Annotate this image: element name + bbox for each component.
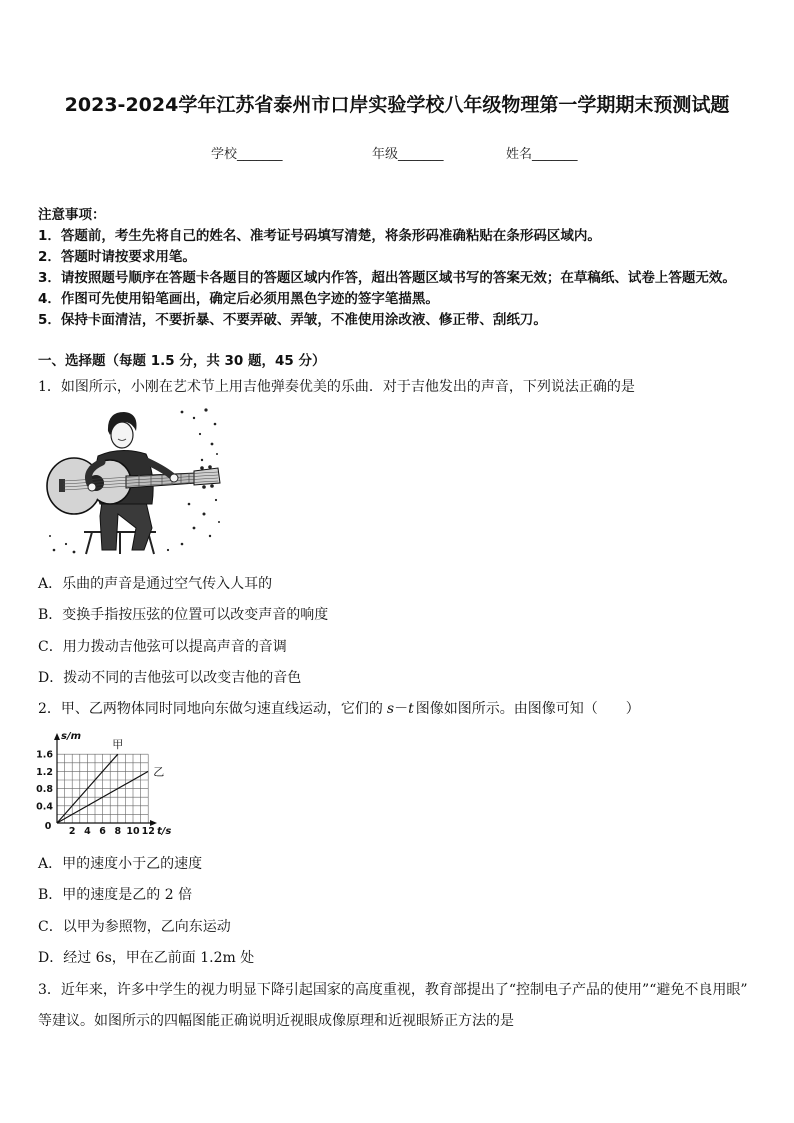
x-tick-label: 6 <box>99 826 106 837</box>
question-2-stem-text-end: 图像如图所示。由图像可知（ ） <box>415 701 640 717</box>
series-label-1: 甲 <box>112 738 124 752</box>
notice-item: 4．作图可先使用铅笔画出，确定后必须用黑色字迹的签字笔描黑。 <box>38 291 439 307</box>
exam-title: 2023-2024学年江苏省泰州市口岸实验学校八年级物理第一学期期末预测试题 <box>64 94 730 116</box>
question-1-option-b: B．变换手指按压弦的位置可以改变声音的响度 <box>38 607 329 623</box>
grade-field: 年级_______ <box>372 147 444 162</box>
variable-s: s <box>386 701 395 717</box>
question-1-option-c: C．用力拨动吉他弦可以提高声音的音调 <box>38 639 287 655</box>
guitar-player-illustration <box>44 404 222 556</box>
question-2-option-d: D．经过 6s，甲在乙前面 1.2m 处 <box>38 950 255 966</box>
question-1-option-a: A．乐曲的声音是通过空气传入人耳的 <box>38 576 273 592</box>
origin-label: 0 <box>44 821 52 832</box>
x-tick-label: 4 <box>84 826 91 837</box>
notice-heading: 注意事项： <box>38 207 106 223</box>
y-tick-label: 0.8 <box>36 784 53 796</box>
notice-item: 1．答题前，考生先将自己的姓名、准考证号码填写清楚，将条形码准确粘贴在条形码区域内。 <box>38 228 601 244</box>
section-heading: 一、选择题（每题 1.5 分，共 30 题，45 分） <box>38 353 326 369</box>
notice-item: 2．答题时请按要求用笔。 <box>38 249 196 265</box>
s-t-graph <box>34 726 176 842</box>
question-3-stem-line: 3．近年来，许多中学生的视力明显下降引起国家的高度重视，教育部提出了“控制电子产品的使用”“避免不良用眼” <box>38 982 748 998</box>
series-label-2: 乙 <box>153 765 165 779</box>
y-tick-label: 1.2 <box>36 766 53 778</box>
y-tick-label: 1.6 <box>36 749 53 761</box>
y-axis-arrow <box>54 733 60 740</box>
legs <box>100 502 152 550</box>
name-field: 姓名_______ <box>506 147 578 162</box>
y-axis-label: s/m <box>61 731 82 742</box>
question-2-stem-text: 2．甲、乙两物体同时同地向东做匀速直线运动，它们的 <box>38 701 383 717</box>
head <box>108 412 137 448</box>
minus-sign: － <box>394 701 409 717</box>
notice-item: 3．请按照题号顺序在答题卡各题目的答题区域内作答，超出答题区域书写的答案无效；在草稿纸、试卷上答题无效。 <box>38 270 736 286</box>
x-tick-label: 12 <box>141 826 155 837</box>
school-field: 学校_______ <box>211 147 283 162</box>
question-1-option-d: D．拨动不同的吉他弦可以改变吉他的音色 <box>38 670 302 686</box>
x-tick-label: 2 <box>68 826 76 837</box>
question-1-stem: 1．如图所示，小刚在艺术节上用吉他弹奏优美的乐曲．对于吉他发出的声音，下列说法正确的是 <box>38 379 635 395</box>
x-axis-label: t/s <box>157 826 172 837</box>
question-2-option-a: A．甲的速度小于乙的速度 <box>38 856 203 872</box>
notice-item: 5．保持卡面清洁，不要折暴、不要弄破、弄皱，不准使用涂改液、修正带、刮纸刀。 <box>38 312 547 328</box>
y-tick-label: 0.4 <box>36 801 53 813</box>
question-2-option-b: B．甲的速度是乙的 2 倍 <box>38 887 193 903</box>
question-2-stem <box>38 698 640 718</box>
x-tick-label: 10 <box>126 826 140 837</box>
variable-t: t <box>408 701 414 717</box>
x-tick-label: 8 <box>114 826 122 837</box>
question-3-stem-line: 等建议。如图所示的四幅图能正确说明近视眼成像原理和近视眼矫正方法的是 <box>38 1013 514 1029</box>
question-2-option-c: C．以甲为参照物，乙向东运动 <box>38 919 231 935</box>
